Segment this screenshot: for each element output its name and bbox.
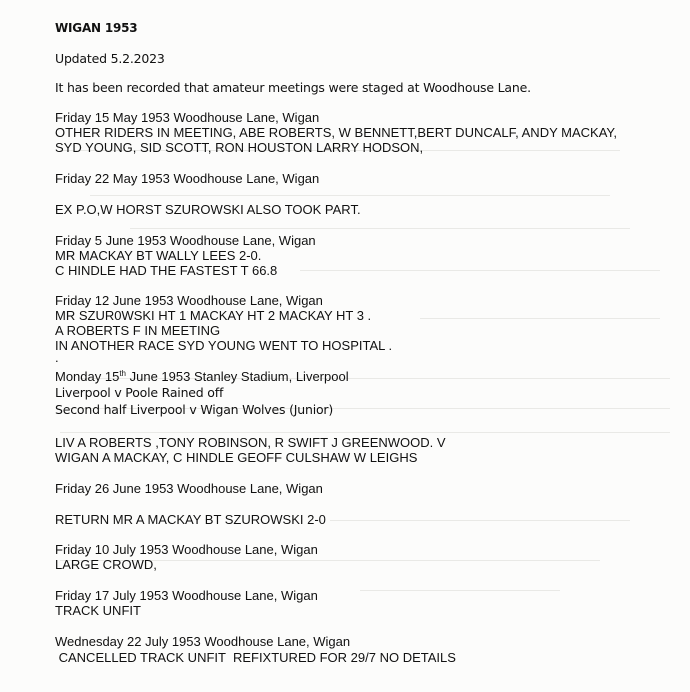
meeting-heading: Friday 17 July 1953 Woodhouse Lane, Wigan [55, 588, 318, 603]
meeting-heading: Friday 12 June 1953 Woodhouse Lane, Wigan [55, 293, 323, 308]
updated-date: Updated 5.2.2023 [55, 51, 165, 66]
bleed-through-line [60, 432, 670, 433]
intro-text: It has been recorded that amateur meetings were staged at Woodhouse Lane. [55, 80, 531, 95]
stray-dot: . [55, 350, 59, 365]
meeting-line: SYD YOUNG, SID SCOTT, RON HOUSTON LARRY HODSON, [55, 140, 424, 155]
document-title: WIGAN 1953 [55, 21, 138, 35]
meeting-line: C HINDLE HAD THE FASTEST T 66.8 [55, 263, 278, 278]
meeting-line: MR SZUR0WSKI HT 1 MACKAY HT 2 MACKAY HT 3 . [55, 308, 372, 323]
meeting-heading: Friday 15 May 1953 Woodhouse Lane, Wigan [55, 110, 320, 125]
heading-text: Monday 15 [55, 369, 120, 384]
meeting-line: CANCELLED TRACK UNFIT REFIXTURED FOR 29/7 NO DETAILS [55, 650, 456, 665]
heading-text: June 1953 Stanley Stadium, Liverpool [126, 369, 349, 384]
meeting-heading: Friday 5 June 1953 Woodhouse Lane, Wigan [55, 233, 316, 248]
bleed-through-line [90, 195, 610, 196]
bleed-through-line [420, 318, 660, 319]
meeting-line: IN ANOTHER RACE SYD YOUNG WENT TO HOSPITAL . [55, 338, 393, 353]
bleed-through-line [360, 590, 560, 591]
meeting-heading: Friday 26 June 1953 Woodhouse Lane, Wigan [55, 481, 323, 496]
meeting-line: Second half Liverpool v Wigan Wolves (Junior) [55, 402, 334, 417]
bleed-through-line [300, 270, 660, 271]
meeting-line: WIGAN A MACKAY, C HINDLE GEOFF CULSHAW W LEIGHS [55, 450, 418, 465]
meeting-line: LARGE CROWD, [55, 557, 157, 572]
meeting-heading: Wednesday 22 July 1953 Woodhouse Lane, Wigan [55, 634, 351, 649]
meeting-line: EX P.O,W HORST SZUROWSKI ALSO TOOK PART. [55, 202, 361, 217]
meeting-line: Liverpool v Poole Rained off [55, 385, 224, 400]
bleed-through-line [130, 228, 630, 229]
meeting-line: A ROBERTS F IN MEETING [55, 323, 221, 338]
bleed-through-line [330, 520, 630, 521]
meeting-heading: Friday 10 July 1953 Woodhouse Lane, Wigan [55, 542, 318, 557]
ordinal-suffix: th [119, 369, 126, 378]
meeting-line: LIV A ROBERTS ,TONY ROBINSON, R SWIFT J GREENWOOD. V [55, 435, 446, 450]
meeting-heading: Friday 22 May 1953 Woodhouse Lane, Wigan [55, 171, 320, 186]
meeting-line: TRACK UNFIT [55, 603, 141, 618]
meeting-line: MR MACKAY BT WALLY LEES 2-0. [55, 248, 262, 263]
meeting-heading [55, 370, 349, 383]
meeting-line: OTHER RIDERS IN MEETING, ABE ROBERTS, W BENNETT,BERT DUNCALF, ANDY MACKAY, [55, 125, 618, 140]
meeting-line: RETURN MR A MACKAY BT SZUROWSKI 2-0 [55, 512, 326, 527]
